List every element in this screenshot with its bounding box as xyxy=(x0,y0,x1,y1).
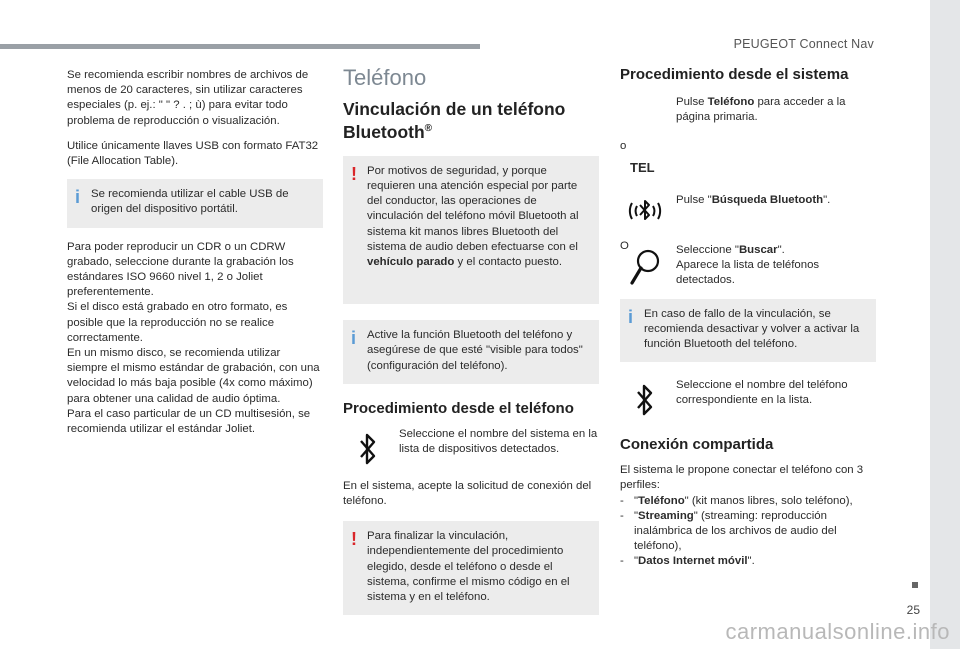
quote-mark: " xyxy=(634,494,639,507)
list-bold: Teléfono xyxy=(638,494,685,507)
info-text: En caso de fallo de la vinculación, se recomienda desactivar y volver a activar la función Bluetooth del teléfono. xyxy=(644,307,860,351)
paragraph: El sistema le propone conectar el teléfono con 3 perfiles: xyxy=(620,464,864,492)
step-row xyxy=(343,427,599,471)
section-title: Teléfono xyxy=(343,65,427,90)
subheading-phone-procedure: Procedimiento desde el teléfono xyxy=(343,399,574,417)
step-bold: Búsqueda Bluetooth xyxy=(711,194,824,207)
step-text xyxy=(670,243,876,289)
info-box xyxy=(343,320,599,384)
heading-bluetooth-pairing xyxy=(343,100,599,142)
list-rest: ". xyxy=(747,555,755,568)
list-item xyxy=(620,554,876,569)
paragraph: Para el caso particular de un CD multisesión, se recomienda utilizar el estándar Joliet. xyxy=(67,407,311,436)
column-2 xyxy=(343,66,599,631)
step-line xyxy=(676,243,876,258)
paragraph: En el sistema, acepte la solicitud de conexión del teléfono. xyxy=(343,479,592,508)
step-text xyxy=(670,95,876,125)
step-row xyxy=(620,189,876,233)
list-text xyxy=(634,509,876,555)
heading-text: Vinculación de un teléfono Bluetooth xyxy=(343,99,566,142)
info-box xyxy=(620,299,876,363)
paragraph: Si el disco está grabado en otro formato, es posible que la reproducción no se realice correctamente. xyxy=(67,301,288,344)
or-label: o xyxy=(620,140,627,152)
warning-text: Por motivos de seguridad, y porque requieren una atención especial por parte del conductor, las operaciones de vinculación del teléfono móvil Bluetooth al sistema kit manos libres Bluetooth del sistema de audio deben efectuarse con el xyxy=(367,164,579,253)
step-text: Seleccione el nombre del teléfono correspondiente en la lista. xyxy=(676,379,848,407)
header-rule xyxy=(0,44,480,49)
step-text-pre: Seleccione " xyxy=(676,243,739,256)
bluetooth-search-icon xyxy=(620,189,670,233)
step-row xyxy=(620,243,876,291)
phone-blank-icon xyxy=(620,95,670,139)
header-title: PEUGEOT Connect Nav xyxy=(733,37,874,51)
warning-box xyxy=(343,156,599,304)
warning-bold: vehículo parado xyxy=(367,256,455,269)
step-text-post: para acceder a la página primaria. xyxy=(676,96,846,124)
info-icon: i xyxy=(75,187,81,208)
or-label: O xyxy=(620,240,629,253)
paragraph: Se recomienda escribir nombres de archivos de menos de 20 caracteres, sin utilizar caracteres especiales (p. ej.: " " ? . ; ù) para evitar todo problema de reproducción o visualización. xyxy=(67,69,309,127)
list-dash: - xyxy=(620,555,624,568)
step-text xyxy=(670,189,876,208)
info-text: Se recomienda utilizar el cable USB de origen del dispositivo portátil. xyxy=(91,188,289,216)
watermark: carmanualsonline.info xyxy=(725,619,950,644)
list-item xyxy=(620,509,876,555)
list-bold: Datos Internet móvil xyxy=(638,555,748,568)
quote-mark: " xyxy=(634,555,639,568)
info-icon: i xyxy=(351,328,357,349)
step-bold: Buscar xyxy=(738,243,778,256)
step-row xyxy=(620,378,876,422)
page-marker xyxy=(912,582,918,588)
list-item xyxy=(620,494,876,509)
column-3 xyxy=(620,66,876,570)
step-text-pre: Pulse xyxy=(676,96,708,108)
page-number: 25 xyxy=(906,603,920,617)
paragraph: En un mismo disco, se recomienda utilizar siempre el mismo estándar de grabación, con una velocidad lo más baja posible (4x como máximo) para obtener una calidad de audio óptima. xyxy=(67,347,320,405)
quote-mark: " xyxy=(634,509,639,522)
paragraph: Para poder reproducir un CDR o un CDRW grabado, seleccione durante la grabación los estándares ISO 9660 nivel 1, 2 o Joliet preferentemente. xyxy=(67,240,294,299)
warning-text: Para finalizar la vinculación, independientemente del procedimiento elegido, desde el teléfono o desde el sistema, confirme el mismo código en el sistema y en el teléfono. xyxy=(367,530,570,604)
list-rest: " (streaming: reproducción inalámbrica de los archivos de audio del teléfono), xyxy=(634,509,837,553)
paragraph-group xyxy=(67,240,323,438)
list-text xyxy=(634,494,853,509)
info-icon: i xyxy=(628,306,634,327)
warning-icon: ! xyxy=(351,163,357,184)
list-text xyxy=(634,554,755,569)
tel-icon: TEL xyxy=(630,160,655,176)
paragraph: Utilice únicamente llaves USB con formato FAT32 (File Allocation Table). xyxy=(67,139,319,168)
column-1 xyxy=(67,68,323,437)
subheading-system-procedure: Procedimiento desde el sistema xyxy=(620,66,849,83)
warning-text-end: y el contacto puesto. xyxy=(454,256,563,269)
step-text-post: ". xyxy=(823,194,831,207)
step-text-post: ". xyxy=(777,243,785,256)
search-icon xyxy=(620,243,670,291)
list-dash: - xyxy=(620,509,624,522)
subheading-shared-connection: Conexión compartida xyxy=(620,436,774,454)
step-row xyxy=(620,95,876,139)
list-dash: - xyxy=(620,494,624,507)
list-rest: " (kit manos libres, solo teléfono), xyxy=(684,494,853,507)
warning-box xyxy=(343,521,599,615)
step-bold: Teléfono xyxy=(707,96,755,108)
step-text: Seleccione el nombre del sistema en la lista de dispositivos detectados. xyxy=(399,427,598,456)
bluetooth-icon xyxy=(343,427,393,471)
step-line: Aparece la lista de teléfonos detectados. xyxy=(676,258,820,287)
registered-mark: ® xyxy=(424,123,433,134)
info-box xyxy=(67,179,323,227)
list-bold: Streaming xyxy=(638,509,694,522)
info-text: Active la función Bluetooth del teléfono y asegúrese de que esté "visible para todos" (configuración del teléfono). xyxy=(367,329,583,372)
warning-icon: ! xyxy=(351,529,357,550)
side-strip xyxy=(930,0,960,649)
step-text-pre: Pulse " xyxy=(676,194,712,207)
bluetooth-icon xyxy=(620,378,670,422)
